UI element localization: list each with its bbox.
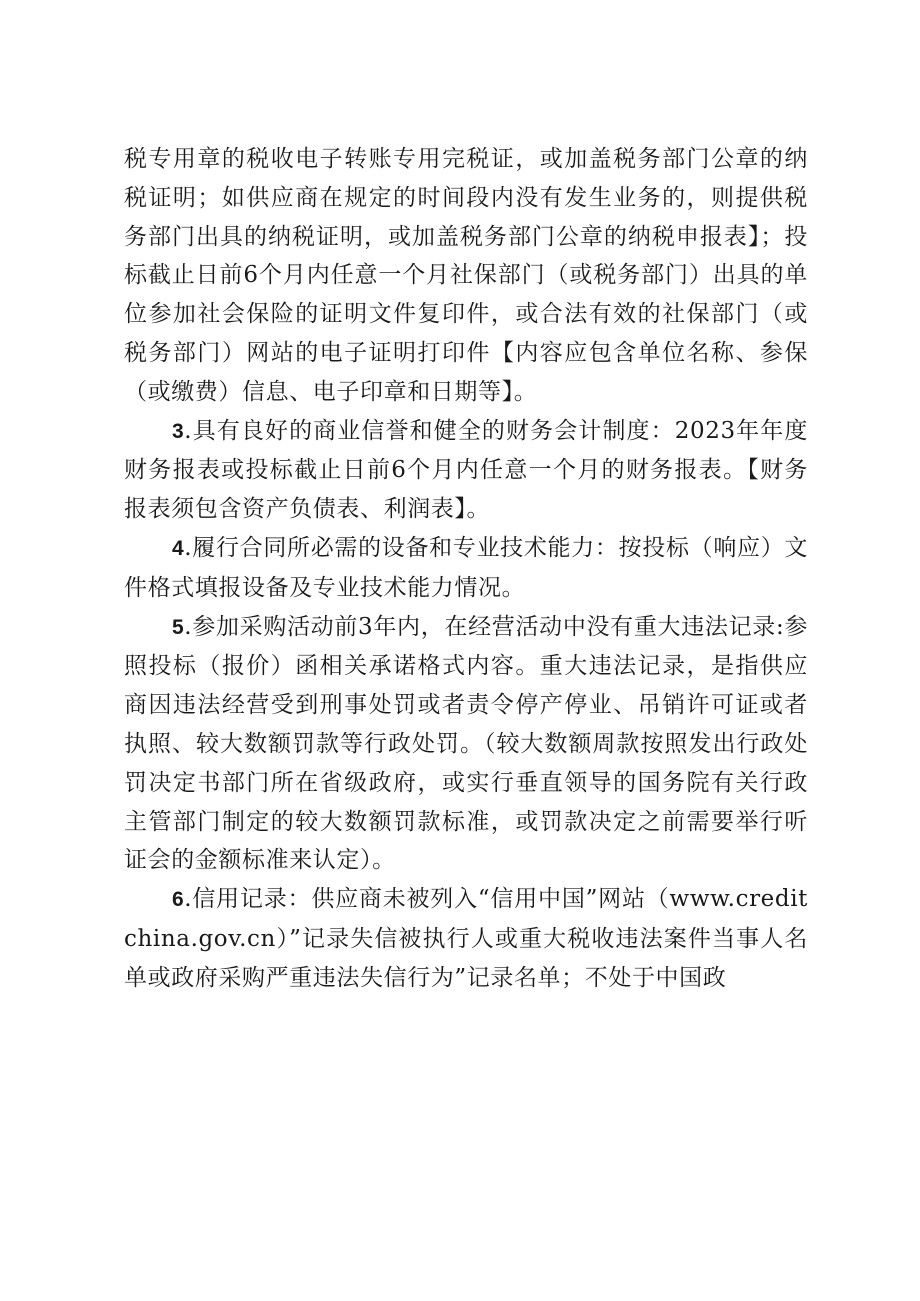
item-number: 6	[172, 888, 185, 912]
paragraph-text: .履行合同所必需的设备和专业技术能力：按投标（响应）文件格式填报设备及专业技术能力情况。	[124, 534, 808, 601]
item-number: 3	[172, 419, 185, 443]
paragraph-text: 税专用章的税收电子转账专用完税证，或加盖税务部门公章的纳税证明；如供应商在规定的时间段内没有发生业务的，则提供税务部门出具的纳税证明，或加盖税务部门公章的纳税申报表】；投标截止日前6个月内任意一个月社保部门（或税务部门）出具的单位参加社会保险的证明文件复印件，或合法有效的社保部门（或税务部门）网站的电子证明打印件【内容应包含单位名称、参保（或缴费）信息、电子印章和日期等】。	[124, 146, 808, 405]
paragraph-text: .信用记录：供应商未被列入“信用中国”网站（www.creditchina.gov.cn）”记录失信被执行人或重大税收违法案件当事人名单或政府采购严重违法失信行为”记录名单；不处于中国政	[124, 886, 808, 991]
paragraph-item-6	[124, 880, 808, 997]
paragraph-item-3	[124, 412, 808, 529]
paragraph-text: .具有良好的商业信誉和健全的财务会计制度：2023年年度财务报表或投标截止日前6个月内任意一个月的财务报表。【财务报表须包含资产负债表、利润表】。	[124, 417, 808, 523]
paragraph-continuation	[124, 140, 808, 412]
item-number: 5	[172, 615, 185, 639]
paragraph-item-5	[124, 608, 808, 881]
item-number: 4	[172, 536, 185, 560]
document-page	[124, 140, 808, 998]
paragraph-text: .参加采购活动前3年内，在经营活动中没有重大违法记录:参照投标（报价）函相关承诺格式内容。重大违法记录，是指供应商因违法经营受到刑事处罚或者责令停产停业、吊销许可证或者执照、较大数额罚款等行政处罚。（较大数额周款按照发出行政处罚决定书部门所在省级政府，或实行垂直领导的国务院有关行政主管部门制定的较大数额罚款标准，或罚款决定之前需要举行听证会的金额标准来认定）。	[124, 613, 808, 874]
paragraph-item-4	[124, 529, 808, 608]
